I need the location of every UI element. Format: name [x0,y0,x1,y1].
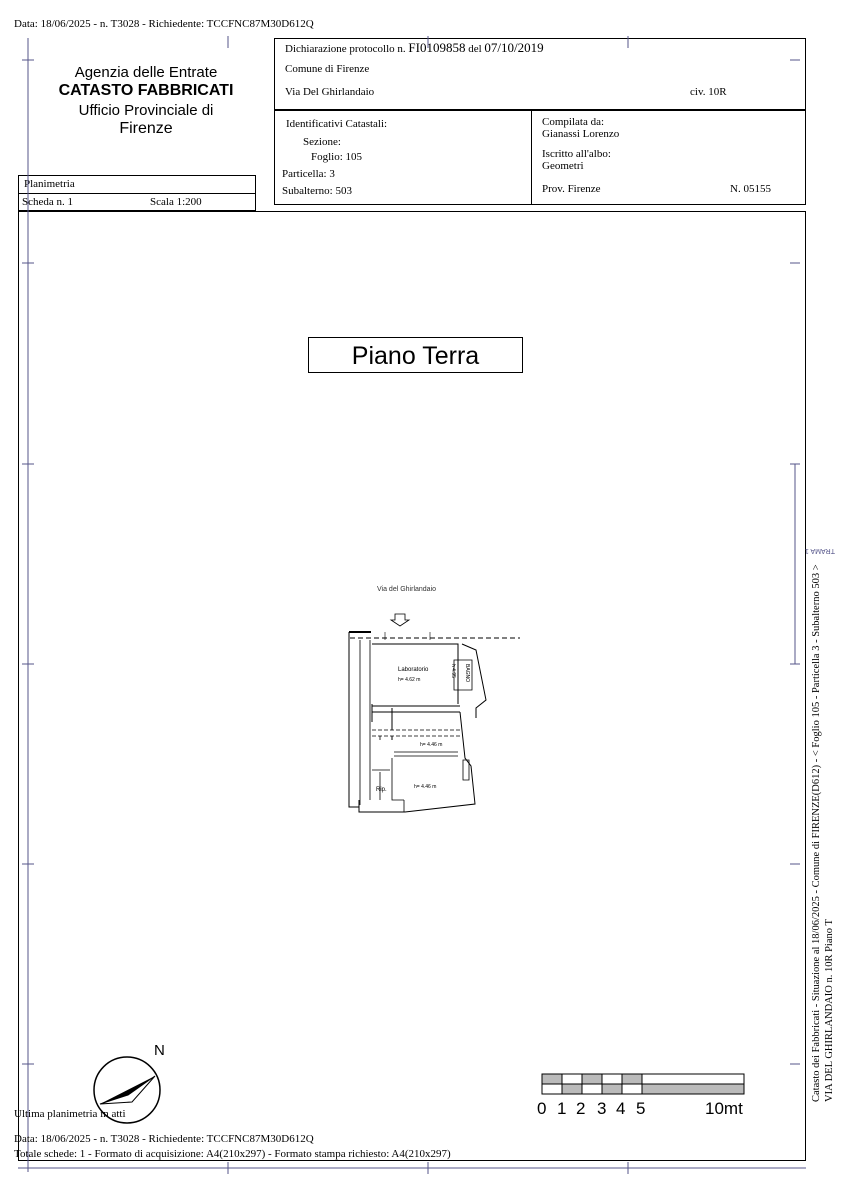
catasto-title: CATASTO FABBRICATI [58,82,234,99]
scale-label-2: 2 [576,1099,586,1118]
albo-label: Iscritto all'albo: [542,148,611,160]
ultima-planimetria-label: Ultima planimetria in atti [14,1108,126,1120]
scale-bar-graphic [542,1074,744,1094]
entrance-arrow-icon [391,614,409,626]
albo-value: Geometri [542,160,584,172]
floor-plan [349,614,520,812]
room-height-1: h= 4.62 m [398,677,421,683]
protocol-date: 07/10/2019 [484,40,544,55]
plan-street-label: Via del Ghirlandaio [377,586,437,593]
right-edge-mark: TRAMA 1 [805,547,835,554]
scheda-number: Scheda n. 1 [22,196,74,208]
agency-name: Agenzia delle Entrate [74,64,218,81]
subalterno-field: Subalterno: 503 [282,185,352,197]
declaration-label: Dichiarazione protocollo n. [285,43,406,55]
room-label-laboratorio: Laboratorio [398,667,429,673]
footer-line2: Totale schede: 1 - Formato di acquisizione: A4(210x297) - Formato stampa richiesto: A4(210x297) [14,1148,451,1160]
foglio-field: Foglio: 105 [311,151,363,163]
scale-label-1: 1 [557,1099,567,1118]
side-info-line2: VIA DEL GHIRLANDAIO n. 10R Piano T [824,919,835,1102]
sezione-field: Sezione: [303,136,341,148]
office-city: Firenze [119,120,173,137]
room-label-rip: Rip. [376,787,387,793]
side-height-label: h 4.95 [450,664,456,678]
scale-ratio: Scala 1:200 [150,196,202,208]
floor-title: Piano Terra [351,342,480,370]
side-info [810,502,836,1102]
del-label: del [468,43,482,55]
footer-line1: Data: 18/06/2025 - n. T3028 - Richiedente: TCCFNC87M30D612Q [14,1133,314,1145]
comune-text: Comune di Firenze [285,63,370,75]
side-room-label: BAGNO [464,664,470,683]
header-info: Data: 18/06/2025 - n. T3028 - Richiedente: TCCFNC87M30D612Q [14,18,314,30]
room-height-2: h= 4.46 m [420,742,443,748]
particella-field: Particella: 3 [282,168,335,180]
room-height-3: h= 4.46 m [414,784,437,790]
street-text: Via Del Ghirlandaio [285,86,375,98]
protocol-number: FI0109858 [408,40,466,55]
province-text: Prov. Firenze [542,183,601,195]
office-label: Ufficio Provinciale di [78,102,214,119]
compiler-name: Gianassi Lorenzo [542,128,620,140]
scale-label-0: 0 [537,1099,547,1118]
compiler-label: Compilata da: [542,116,605,128]
scale-label-end: 10mt [705,1099,743,1118]
side-info-line1: Catasto dei Fabbricati - Situazione al 18/06/2025 - Comune di FIRENZE(D612) - < Foglio 105 - Particella 3 - Subalterno 503 > [811,564,822,1102]
registration-number: N. 05155 [730,183,771,195]
north-label: N [154,1042,165,1059]
civic-number: civ. 10R [690,86,727,98]
planimetria-title: Planimetria [24,178,75,190]
scale-label-5: 5 [636,1099,646,1118]
registration-marks [18,36,806,1174]
identifiers-title: Identificativi Catastali: [286,118,388,130]
scale-label-4: 4 [616,1099,626,1118]
scale-label-3: 3 [597,1099,607,1118]
